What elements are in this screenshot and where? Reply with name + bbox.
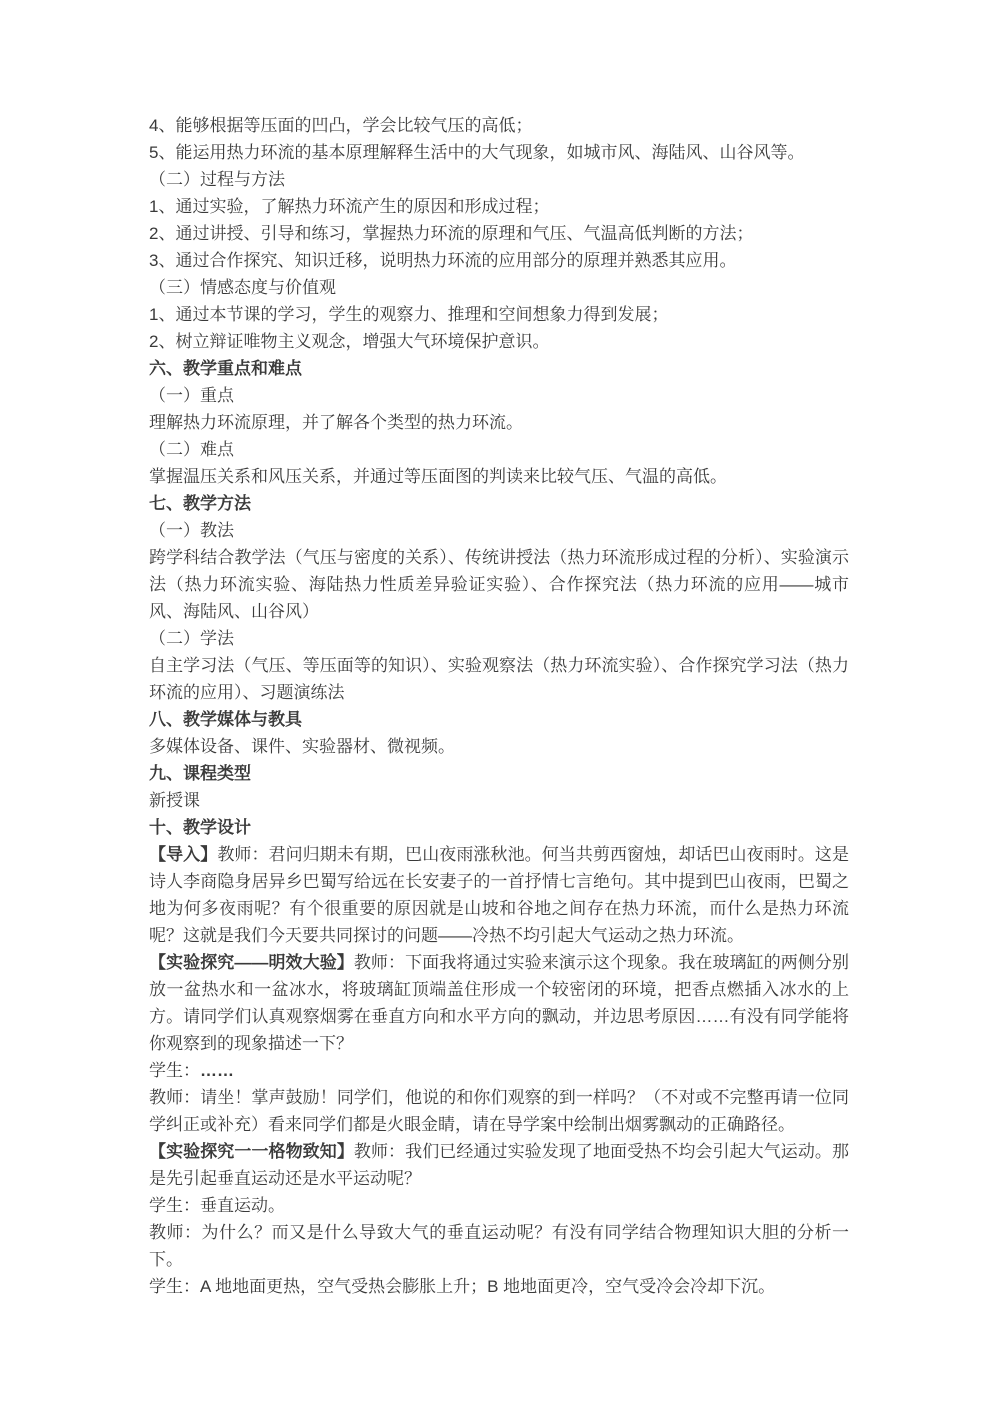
text-run: 学生： <box>149 1061 200 1080</box>
text-run: 新授课 <box>149 791 200 810</box>
text-run: （二）难点 <box>149 440 234 459</box>
paragraph <box>149 1057 849 1084</box>
bold-text-run: 六、教学重点和难点 <box>149 359 302 378</box>
bold-text-run: 【实验探究——明效大验】 <box>149 953 354 972</box>
paragraph <box>149 544 849 625</box>
bold-text-run: 九、课程类型 <box>149 764 251 783</box>
document-content <box>149 112 849 1300</box>
text-run: 教师：我们已经通过实验发现了地面受热不均会引起大气运动。那是先引起垂直运动还是水平运动呢？ <box>149 1142 850 1188</box>
text-run: 5、能运用热力环流的基本原理解释生活中的大气现象，如城市风、海陆风、山谷风等。 <box>149 143 805 162</box>
text-run: （二）过程与方法 <box>149 170 285 189</box>
text-run: （二）学法 <box>149 629 234 648</box>
text-run: 1、通过实验，了解热力环流产生的原因和形成过程； <box>149 197 550 216</box>
paragraph <box>149 1219 849 1273</box>
text-run: 4、能够根据等压面的凹凸，学会比较气压的高低； <box>149 116 533 135</box>
text-run: 自主学习法（气压、等压面等的知识）、实验观察法（热力环流实验）、合作探究学习法（热力环流的应用）、习题演练法 <box>149 656 849 702</box>
paragraph <box>149 274 849 301</box>
paragraph <box>149 436 849 463</box>
paragraph <box>149 949 849 1057</box>
paragraph <box>149 517 849 544</box>
paragraph <box>149 139 849 166</box>
paragraph <box>149 625 849 652</box>
text-run: 教师：君问归期未有期，巴山夜雨涨秋池。何当共剪西窗烛，却话巴山夜雨时。这是诗人李商隐身居异乡巴蜀写给远在长安妻子的一首抒情七言绝句。其中提到巴山夜雨，巴蜀之地为何多夜雨呢？有个很重要的原因就是山坡和谷地之间存在热力环流，而什么是热力环流呢？这就是我们今天要共同探讨的问题——冷热不均引起大气运动之热力环流。 <box>149 845 850 945</box>
paragraph <box>149 193 849 220</box>
paragraph <box>149 652 849 706</box>
text-run: （一）教法 <box>149 521 234 540</box>
text-run: 跨学科结合教学法（气压与密度的关系）、传统讲授法（热力环流形成过程的分析）、实验演示法（热力环流实验、海陆热力性质差异验证实验）、合作探究法（热力环流的应用——城市风、海陆风、山谷风） <box>149 548 849 621</box>
text-run: 多媒体设备、课件、实验器材、微视频。 <box>149 737 455 756</box>
text-run: 理解热力环流原理，并了解各个类型的热力环流。 <box>149 413 523 432</box>
text-run: 教师：请坐！掌声鼓励！同学们，他说的和你们观察的到一样吗？（不对或不完整再请一位同学纠正或补充）看来同学们都是火眼金睛，请在导学案中绘制出烟雾飘动的正确路径。 <box>149 1088 849 1134</box>
paragraph <box>149 1192 849 1219</box>
section-heading <box>149 706 849 733</box>
text-run: 2、树立辩证唯物主义观念，增强大气环境保护意识。 <box>149 332 550 351</box>
paragraph <box>149 220 849 247</box>
text-run: （一）重点 <box>149 386 234 405</box>
paragraph <box>149 247 849 274</box>
text-run: 学生：垂直运动。 <box>149 1196 285 1215</box>
bold-text-run: 七、教学方法 <box>149 494 251 513</box>
text-run: 3、通过合作探究、知识迁移，说明热力环流的应用部分的原理并熟悉其应用。 <box>149 251 737 270</box>
text-run: 教师：为什么？而又是什么导致大气的垂直运动呢？有没有同学结合物理知识大胆的分析一下。 <box>149 1223 849 1269</box>
paragraph <box>149 166 849 193</box>
bold-text-run: …… <box>200 1061 234 1080</box>
bold-text-run: 十、教学设计 <box>149 818 251 837</box>
text-run: 2、通过讲授、引导和练习，掌握热力环流的原理和气压、气温高低判断的方法； <box>149 224 754 243</box>
text-run: 学生：A 地地面更热，空气受热会膨胀上升；B 地地面更冷，空气受冷会冷却下沉。 <box>149 1277 776 1296</box>
section-heading <box>149 490 849 517</box>
paragraph <box>149 733 849 760</box>
text-run: 1、通过本节课的学习，学生的观察力、推理和空间想象力得到发展； <box>149 305 669 324</box>
section-heading <box>149 355 849 382</box>
paragraph <box>149 1084 849 1138</box>
bold-text-run: 【导入】 <box>149 845 218 864</box>
paragraph <box>149 1138 849 1192</box>
text-run: （三）情感态度与价值观 <box>149 278 336 297</box>
paragraph <box>149 328 849 355</box>
text-run: 教师：下面我将通过实验来演示这个现象。我在玻璃缸的两侧分别放一盆热水和一盆冰水，将玻璃缸顶端盖住形成一个较密闭的环境，把香点燃插入冰水的上方。请同学们认真观察烟雾在垂直方向和水平方向的飘动，并边思考原因……有没有同学能将你观察到的现象描述一下？ <box>149 953 850 1053</box>
paragraph <box>149 1273 849 1300</box>
text-run: 掌握温压关系和风压关系，并通过等压面图的判读来比较气压、气温的高低。 <box>149 467 727 486</box>
paragraph <box>149 409 849 436</box>
paragraph <box>149 301 849 328</box>
paragraph <box>149 841 849 949</box>
paragraph <box>149 787 849 814</box>
paragraph <box>149 463 849 490</box>
paragraph <box>149 382 849 409</box>
section-heading <box>149 814 849 841</box>
paragraph <box>149 112 849 139</box>
section-heading <box>149 760 849 787</box>
bold-text-run: 【实验探究一一格物致知】 <box>149 1142 354 1161</box>
bold-text-run: 八、教学媒体与教具 <box>149 710 302 729</box>
